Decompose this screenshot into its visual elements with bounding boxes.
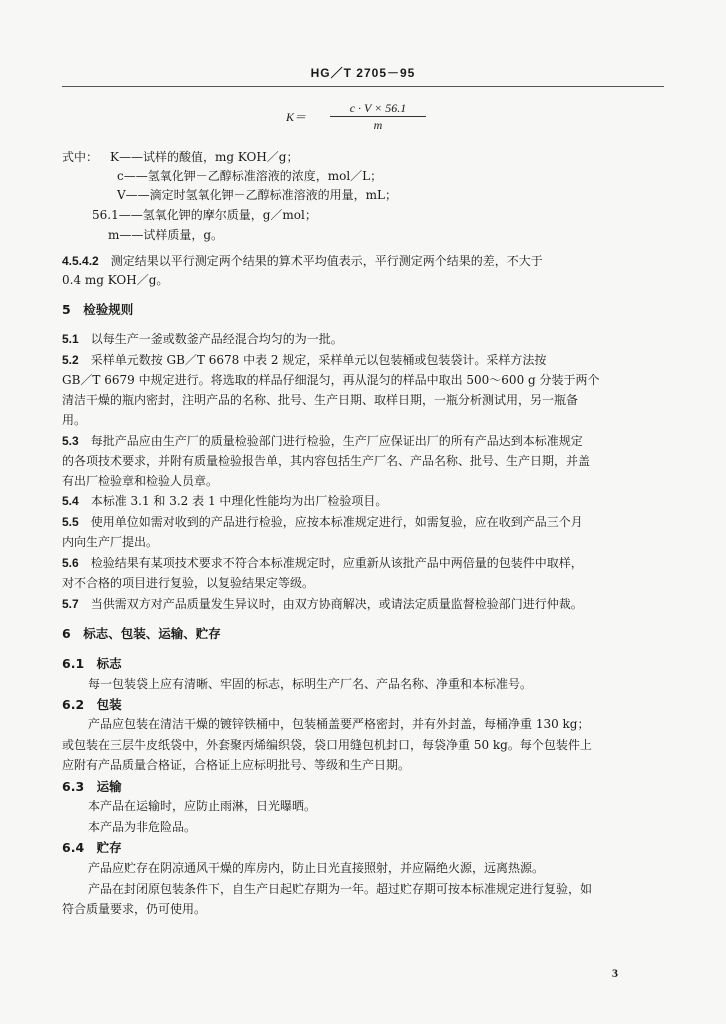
clause-5-2 xyxy=(62,353,546,368)
clause-6-1-text: 每一包装袋上应有清晰、牢固的标志，标明生产厂名、产品名称、净重和本标准号。 xyxy=(88,677,533,691)
clause-5-6 xyxy=(62,556,583,571)
clause-number: 5.6 xyxy=(62,556,79,570)
clause-number: 5.1 xyxy=(62,332,79,346)
where-m: m——试样质量，g。 xyxy=(108,228,224,242)
clause-6-2-heading: 6.2 包装 xyxy=(62,697,122,712)
clause-number: 5.7 xyxy=(62,597,79,611)
clause-6-2-line1: 产品应包装在清洁干燥的镀锌铁桶中，包装桶盖要严格密封，并有外封盖，每桶净重 130 kg； xyxy=(88,717,590,731)
clause-6-1-heading: 6.1 标志 xyxy=(62,656,122,671)
section-6-heading: 6 标志、包装、运输、贮存 xyxy=(62,626,221,641)
clause-5-6-line2: 对不合格的项目进行复验，以复验结果定等级。 xyxy=(62,576,315,590)
clause-6-2-line3: 应附有产品质量合格证，合格证上应标明批号、等级和生产日期。 xyxy=(62,758,411,772)
fraction-bar xyxy=(330,116,426,117)
clause-6-4-line3: 符合质量要求，仍可使用。 xyxy=(62,902,207,916)
clause-6-3-line2: 本产品为非危险品。 xyxy=(88,820,197,834)
where-v: V——滴定时氢氧化钾－乙醇标准溶液的用量，mL； xyxy=(117,188,398,202)
clause-text: 测定结果以平行测定两个结果的算术平均值表示，平行测定两个结果的差，不大于 xyxy=(110,254,543,268)
clause-6-4-line2: 产品在封闭原包装条件下，自生产日起贮存期为一年。超过贮存期可按本标准规定进行复验，如 xyxy=(88,882,593,896)
header-rule xyxy=(62,86,664,87)
clause-text: 本标准 3.1 和 3.2 表 1 中理化性能均为出厂检验项目。 xyxy=(90,494,388,508)
clause-5-5-line2: 内向生产厂提出。 xyxy=(62,535,159,549)
clause-number: 5.4 xyxy=(62,494,79,508)
where-molar: 56.1——氢氧化钾的摩尔质量，g／mol； xyxy=(92,208,317,222)
clause-6-2-line2: 或包装在三层牛皮纸袋中，外套聚丙烯编织袋，袋口用缝包机封口，每袋净重 50 kg。每个包装件上 xyxy=(62,738,592,752)
clause-number: 5.5 xyxy=(62,515,79,529)
running-header: HG／T 2705－95 xyxy=(310,66,416,80)
where-k: K——试样的酸值，mg KOH／g； xyxy=(110,150,299,164)
clause-4-5-4-2 xyxy=(62,254,543,269)
clause-number: 5.2 xyxy=(62,353,79,367)
clause-5-2-line2: GB／T 6679 中规定进行。将选取的样品仔细混匀，再从混匀的样品中取出 500～600 g 分装于两个 xyxy=(62,373,600,387)
clause-number: 5.3 xyxy=(62,434,79,448)
clause-text: 使用单位如需对收到的产品进行检验，应按本标准规定进行，如需复验，应在收到产品三个月 xyxy=(90,515,583,529)
clause-text: 每批产品应由生产厂的质量检验部门进行检验，生产厂应保证出厂的所有产品达到本标准规定 xyxy=(90,434,583,448)
clause-text: 当供需双方对产品质量发生异议时，由双方协商解决，或请法定质量监督检验部门进行仲裁。 xyxy=(90,597,583,611)
acid-value-formula xyxy=(286,101,426,131)
clause-5-2-line3: 清洁干燥的瓶内密封，注明产品的名称、批号、生产日期、取样日期，一瓶分析测试用，另一瓶备 xyxy=(62,393,579,407)
clause-6-3-heading: 6.3 运输 xyxy=(62,779,122,794)
clause-5-3-line2: 的各项技术要求，并附有质量检验报告单，其内容包括生产厂名、产品名称、批号、生产日期，并盖 xyxy=(62,454,591,468)
clause-6-4-line1: 产品应贮存在阴凉通风干燥的库房内，防止日光直接照射，并应隔绝火源，远离热源。 xyxy=(88,861,545,875)
formula-lhs: K＝ xyxy=(286,110,307,124)
clause-5-4 xyxy=(62,494,387,509)
clause-5-1 xyxy=(62,332,343,347)
section-5-heading: 5 检验规则 xyxy=(62,302,134,317)
clause-text: 以每生产一釜或数釜产品经混合均匀的为一批。 xyxy=(90,332,343,346)
formula-numerator: c · V × 56.1 xyxy=(349,101,407,115)
clause-5-3 xyxy=(62,434,583,449)
where-c: c——氢氧化钾－乙醇标准溶液的浓度，mol／L； xyxy=(117,169,383,183)
clause-5-7 xyxy=(62,597,583,612)
page-number: 3 xyxy=(612,966,618,980)
where-intro: 式中： xyxy=(62,150,99,164)
clause-4-5-4-2-cont: 0.4 mg KOH／g。 xyxy=(62,273,169,287)
clause-5-2-line4: 用。 xyxy=(62,413,87,427)
clause-6-3-line1: 本产品在运输时，应防止雨淋，日光曝晒。 xyxy=(88,799,317,813)
clause-5-3-line3: 有出厂检验章和检验人员章。 xyxy=(62,474,219,488)
clause-6-4-heading: 6.4 贮存 xyxy=(62,840,122,855)
clause-number: 4.5.4.2 xyxy=(62,254,99,268)
clause-text: 采样单元数按 GB／T 6678 中表 2 规定，采样单元以包装桶或包装袋计。采样方法按 xyxy=(90,353,547,367)
clause-5-5 xyxy=(62,515,583,530)
formula-denominator: m xyxy=(373,118,383,132)
clause-text: 检验结果有某项技术要求不符合本标准规定时，应重新从该批产品中两倍量的包装件中取样， xyxy=(90,556,583,570)
